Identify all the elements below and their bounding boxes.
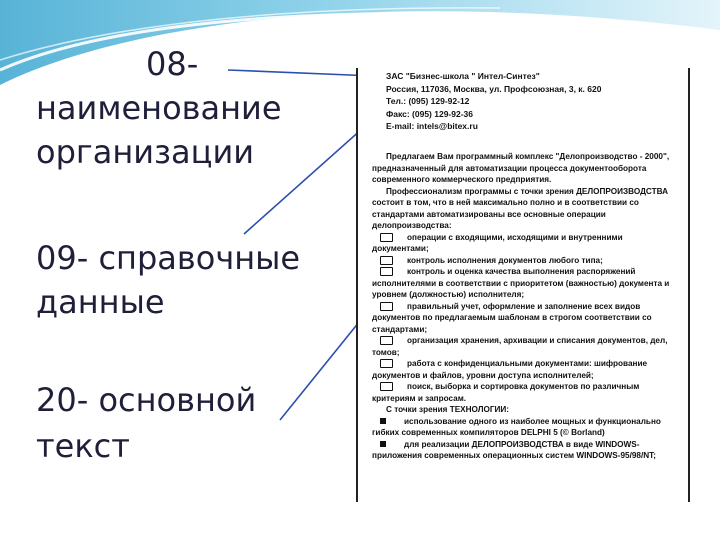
sender-block [386, 70, 601, 133]
folder-icon [380, 302, 393, 311]
list-item: контроль и оценка качества выполнения распоряжений исполнителями в соответствии с приоритетом (важностью) документа и уровнем (должностью) исполнителя; [372, 267, 670, 299]
sender-line: Россия, 117036, Москва, ул. Профсоюзная, 3, к. 620 [386, 83, 602, 94]
list-item: организация хранения, архивации и списания документов, дел, томов; [372, 336, 668, 357]
arrow-09 [244, 120, 372, 234]
list-item: контроль исполнения документов любого типа; [372, 255, 678, 267]
list-item: работа с конфиденциальными документами: шифрование документов и файлов, уровни доступа исполнителей; [372, 359, 648, 380]
folder-icon [380, 256, 393, 265]
label-20-line1: 20- основной [36, 381, 257, 419]
folder-icon [380, 359, 393, 368]
list-item: правильный учет, оформление и заполнение всех видов документов по предлагаемым шаблонам в строгом соответствии со стандартами; [372, 301, 652, 334]
document-sample [356, 68, 690, 502]
list-item: поиск, выборка и сортировка документов по различным критериям и запросам. [372, 382, 640, 403]
folder-icon [380, 336, 393, 345]
label-20-line2: текст [36, 427, 130, 465]
label-09-line1: 09- справочные [36, 239, 301, 277]
folder-icon [380, 233, 393, 242]
paragraph: Профессионализм программы с точки зрения ДЕЛОПРОИЗВОДСТВА состоит в том, что в ней максимально полно и в соответствии со стандартами автоматизированы все основные операции делопроизводства: [372, 186, 669, 230]
tech-item: для реализации ДЕЛОПРОИЗВОДСТВА в виде WINDOWS-приложения современных операционных систем WINDOWS-95/98/NT; [372, 439, 656, 460]
bullet-square-icon [380, 418, 386, 424]
arrow-08 [228, 70, 374, 76]
list-item: операции с входящими, исходящими и внутренними документами; [372, 232, 623, 253]
sender-line: ЗАС "Бизнес-школа " Интел-Синтез" [386, 71, 540, 81]
sender-line: Тел.: (095) 129-92-12 [386, 96, 470, 106]
label-09-line2: данные [36, 283, 165, 321]
label-08-text-line1: наименование [36, 89, 282, 127]
label-08-text-line2: организации [36, 133, 255, 171]
folder-icon [380, 382, 393, 391]
tech-heading: С точки зрения ТЕХНОЛОГИИ: [386, 405, 509, 414]
document-body [372, 151, 678, 462]
paragraph: Предлагаем Вам программный комплекс "Делопроизводство - 2000", предназначенный для автоматизации процесса документооборота современного коммерческого предприятия. [372, 152, 670, 184]
sender-line: E-mail: intels@bitex.ru [386, 121, 478, 131]
tech-item: использование одного из наиболее мощных и функционально гибких современных компиляторов DELPHI 5 (© Borland) [372, 416, 661, 437]
bullet-square-icon [380, 441, 386, 447]
folder-icon [380, 267, 393, 276]
sender-line: Факс: (095) 129-92-36 [386, 108, 474, 119]
label-08-code: 08- [146, 45, 199, 83]
